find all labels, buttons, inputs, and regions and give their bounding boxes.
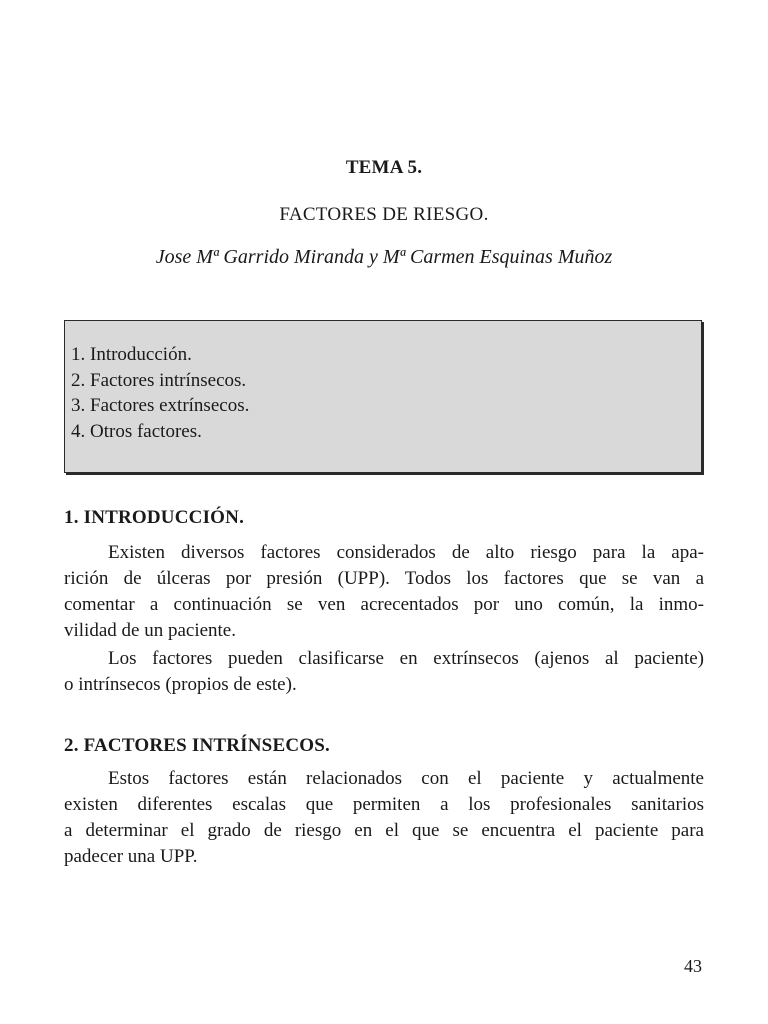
toc-item: 2. Factores intrínsecos. bbox=[71, 369, 247, 391]
section-heading-factores-intrinsecos: 2. FACTORES INTRÍNSECOS. bbox=[64, 735, 330, 756]
body-paragraph bbox=[64, 766, 704, 870]
paragraph-line: vilidad de un paciente. bbox=[64, 620, 236, 641]
paragraph-line: rición de úlceras por presión (UPP). Todos los factores que se van a bbox=[64, 568, 704, 589]
chapter-title: FACTORES DE RIESGO. bbox=[279, 204, 489, 225]
page-number: 43 bbox=[684, 956, 702, 976]
toc-item: 4. Otros factores. bbox=[71, 420, 202, 442]
paragraph-line: Estos factores están relacionados con el paciente y actualmente bbox=[108, 768, 704, 789]
chapter-label: TEMA 5. bbox=[345, 157, 423, 178]
paragraph-line: a determinar el grado de riesgo en el que se encuentra el paciente para bbox=[64, 820, 704, 841]
body-paragraph bbox=[64, 646, 704, 698]
paragraph-line: Existen diversos factores considerados de alto riesgo para la apa- bbox=[108, 542, 704, 563]
body-paragraph bbox=[64, 540, 704, 644]
toc-item: 3. Factores extrínsecos. bbox=[71, 395, 250, 416]
authors-line: Jose Mª Garrido Miranda y Mª Carmen Esquinas Muñoz bbox=[155, 246, 613, 268]
toc-item: 1. Introducción. bbox=[71, 344, 192, 365]
paragraph-line: existen diferentes escalas que permiten a los profesionales sanitarios bbox=[64, 794, 704, 815]
toc-list bbox=[71, 342, 249, 444]
paragraph-line: Los factores pueden clasificarse en extrínsecos (ajenos al paciente) bbox=[108, 648, 704, 669]
table-of-contents-box bbox=[64, 320, 702, 473]
paragraph-line: comentar a continuación se ven acrecentados por uno común, la inmo- bbox=[64, 594, 704, 615]
paragraph-line: padecer una UPP. bbox=[64, 846, 198, 867]
section-heading-introduccion: 1. INTRODUCCIÓN. bbox=[64, 507, 245, 528]
paragraph-line: o intrínsecos (propios de este). bbox=[64, 674, 297, 695]
